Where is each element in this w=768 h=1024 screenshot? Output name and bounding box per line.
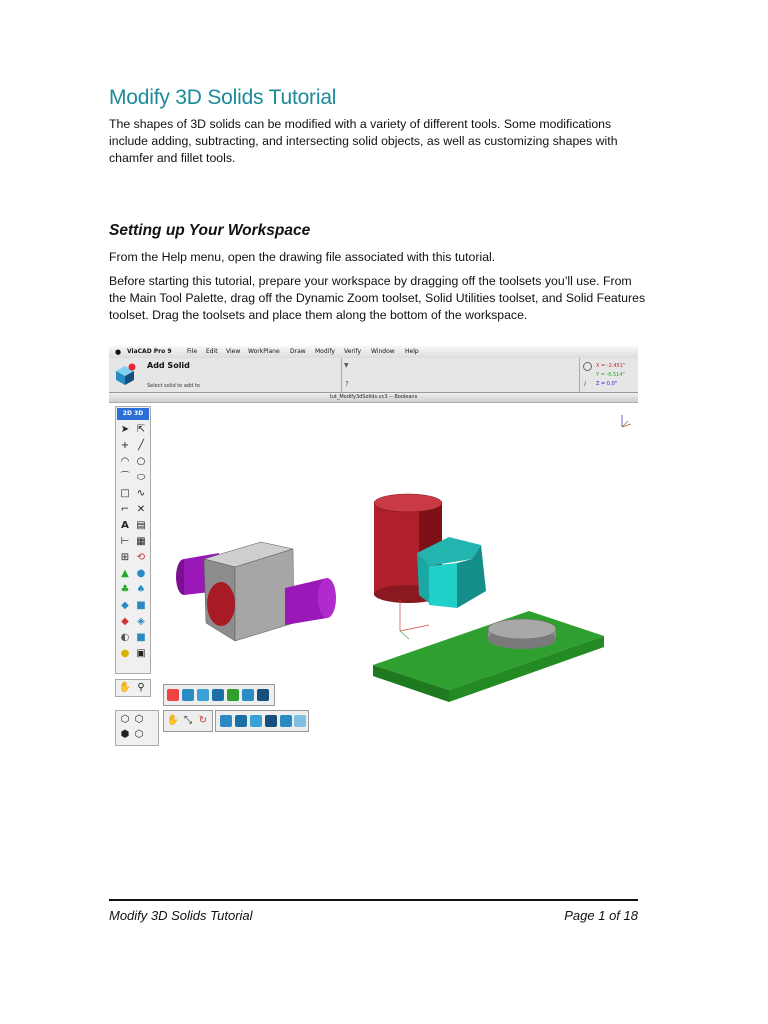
light-icon[interactable]: ●	[120, 648, 130, 659]
solid-shell-icon[interactable]: ◈	[137, 616, 145, 627]
menu-modify[interactable]: Modify	[315, 348, 335, 355]
mode-2d-3d-toggle[interactable]: 2D 3D	[117, 408, 149, 420]
snap-icon[interactable]	[583, 362, 592, 371]
tool-split-icon[interactable]	[227, 689, 239, 701]
menu-file[interactable]: File	[187, 348, 198, 355]
tool-offset-icon[interactable]	[294, 715, 306, 727]
x-coordinate: X = -2.451"	[596, 363, 626, 369]
ellipse-icon[interactable]: ⬭	[136, 472, 146, 483]
info-icon[interactable]: i	[584, 380, 586, 388]
tool-hole-icon[interactable]	[280, 715, 292, 727]
z-coordinate: Z = 0.0"	[596, 381, 618, 387]
coordinate-readout	[596, 362, 625, 389]
page-number: Page 1 of 18	[564, 908, 638, 923]
sphere-icon[interactable]: ●	[136, 568, 146, 579]
fillet-2d-icon[interactable]: ⌐	[120, 504, 130, 515]
solid-boolean-icon[interactable]: ◆	[121, 616, 129, 627]
magnify-icon[interactable]: ⚲	[137, 682, 145, 693]
zoom-icon[interactable]: ⤡	[184, 715, 192, 726]
y-coordinate: Y = -6.514"	[596, 372, 625, 378]
shaded-icon[interactable]: ⬢	[120, 729, 130, 740]
rotate-view-icon[interactable]: ↻	[198, 715, 208, 726]
select-alt-icon[interactable]: ⇱	[136, 424, 146, 435]
menu-draw[interactable]: Draw	[290, 348, 306, 355]
drawing-canvas[interactable]	[109, 403, 638, 749]
extrude-icon[interactable]: ▲	[121, 568, 129, 579]
solid-utilities-icon[interactable]: ◐	[120, 632, 130, 643]
solid-primitive-icon[interactable]: ◆	[121, 600, 129, 611]
line-icon[interactable]: ╱	[137, 440, 145, 451]
app-name[interactable]: ViaCAD Pro 9	[127, 348, 172, 355]
app-screenshot	[109, 346, 638, 749]
axis-indicator-icon	[622, 415, 631, 427]
zoom-toolset	[163, 710, 213, 732]
point-icon[interactable]: +	[120, 440, 130, 451]
menu-edit[interactable]: Edit	[206, 348, 218, 355]
intro-paragraph: The shapes of 3D solids can be modified with a variety of different tools. Some modifications include adding, subtracting, and intersecting solid objects, as well as customizing shapes with chamfer and fillet tools.	[109, 117, 618, 165]
hatch-icon[interactable]: ▤	[136, 520, 146, 531]
trim-icon[interactable]: ✕	[136, 504, 146, 515]
spline-icon[interactable]: ∿	[136, 488, 146, 499]
select-arrow-icon[interactable]: ➤	[120, 424, 130, 435]
tool-chamfer-icon[interactable]	[235, 715, 247, 727]
rectangle-icon[interactable]: □	[120, 488, 130, 499]
hidden-line-icon[interactable]: ⬡	[134, 714, 144, 725]
origin-axes	[400, 600, 429, 639]
box-icon[interactable]: ■	[136, 600, 146, 611]
layout-icon[interactable]: ▣	[136, 648, 146, 659]
menu-view[interactable]: View	[226, 348, 241, 355]
render-icon[interactable]: ⬡	[134, 729, 144, 740]
solid-features-toolset	[215, 710, 309, 732]
tool-draft-icon[interactable]	[265, 715, 277, 727]
green-plate	[373, 611, 604, 702]
tool-fillet-icon[interactable]	[220, 715, 232, 727]
tool-add-solid-icon[interactable]	[167, 689, 179, 701]
circle-icon[interactable]: ○	[136, 456, 146, 467]
cube-with-cylinders	[176, 542, 336, 641]
help-question-icon[interactable]: ?	[345, 380, 349, 388]
add-solid-icon	[112, 361, 138, 387]
footer-title: Modify 3D Solids Tutorial	[109, 908, 253, 923]
curve-icon[interactable]: ⌒	[120, 472, 130, 483]
menu-workplane[interactable]: WorkPlane	[248, 348, 280, 355]
gray-disk	[488, 619, 556, 649]
display-palette	[115, 710, 159, 746]
sweep-icon[interactable]: ♠	[136, 584, 146, 595]
document-titlebar	[109, 393, 638, 403]
transform-icon[interactable]: ⟲	[136, 552, 146, 563]
workspace-paragraph: Before starting this tutorial, prepare your workspace by dragging off the toolsets you’ll use. From the Main Tool Palette, drag off the Dynamic Zoom toolset, Solid Utilities toolset, and Solid Features toolset. Drag the toolsets and place them along the bottom of the workspace.	[109, 274, 646, 322]
wireframe-cube-icon[interactable]: ⬡	[120, 714, 130, 725]
view-palette	[115, 679, 151, 697]
arc-icon[interactable]: ◠	[120, 456, 130, 467]
command-prompt: Select solid to add to	[147, 383, 200, 389]
divider	[579, 358, 580, 392]
menu-window[interactable]: Window	[371, 348, 395, 355]
revolve-icon[interactable]: ♣	[120, 584, 130, 595]
hand-view-icon[interactable]: ✋	[118, 682, 132, 693]
document-title: tut_Modify3dSolids.vc3 -- Booleans	[329, 394, 418, 400]
tool-shell-icon[interactable]	[250, 715, 262, 727]
dynamic-zoom-toolset	[163, 684, 275, 706]
main-tool-palette	[115, 406, 151, 674]
tool-intersect-icon[interactable]	[197, 689, 209, 701]
tool-stitch-icon[interactable]	[257, 689, 269, 701]
tool-subtract-icon[interactable]	[182, 689, 194, 701]
solid-features-icon[interactable]: ■	[136, 632, 146, 643]
dimension-icon[interactable]: ⊢	[120, 536, 130, 547]
divider	[341, 358, 342, 392]
tool-union-icon[interactable]	[212, 689, 224, 701]
pan-hand-icon[interactable]: ✋	[166, 715, 180, 726]
menu-help[interactable]: Help	[405, 348, 419, 355]
menu-verify[interactable]: Verify	[344, 348, 362, 355]
dropdown-arrow-icon[interactable]: ▼	[344, 362, 349, 369]
symbol-icon[interactable]: ⊞	[120, 552, 130, 563]
help-menu-paragraph: From the Help menu, open the drawing file associated with this tutorial.	[109, 250, 496, 264]
page-title: Modify 3D Solids Tutorial	[109, 86, 337, 109]
apple-icon[interactable]: ●	[115, 348, 122, 356]
text-icon[interactable]: A	[121, 520, 129, 531]
command-bar	[109, 358, 638, 393]
section-heading: Setting up Your Workspace	[109, 222, 311, 239]
footer-rule	[109, 899, 638, 901]
pattern-icon[interactable]: ▦	[136, 536, 146, 547]
command-name: Add Solid	[147, 361, 190, 370]
tool-extract-icon[interactable]	[242, 689, 254, 701]
